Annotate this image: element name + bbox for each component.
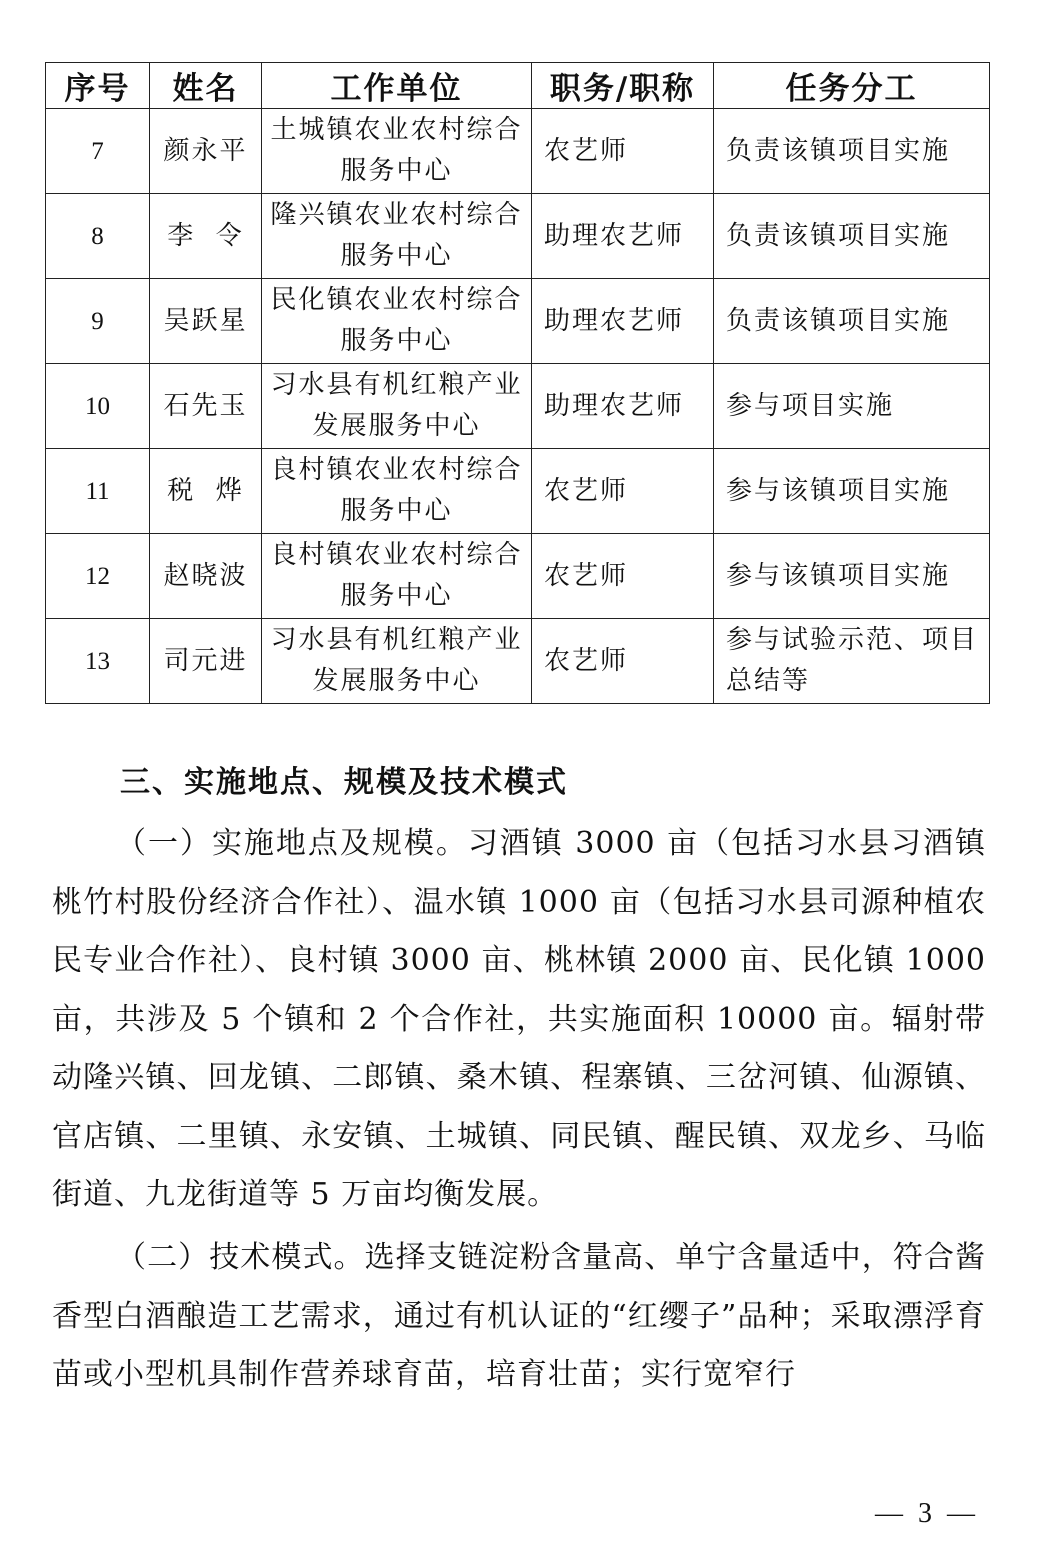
row-unit: 习水县有机红粮产业发展服务中心 xyxy=(262,364,532,449)
row-title: 助理农艺师 xyxy=(532,194,714,279)
section-heading: 三、实施地点、规模及技术模式 xyxy=(120,765,568,800)
row-unit: 隆兴镇农业农村综合服务中心 xyxy=(262,194,532,279)
row-name: 税 烨 xyxy=(150,449,262,534)
row-seq: 9 xyxy=(46,279,150,364)
row-title: 农艺师 xyxy=(532,109,714,194)
row-name: 赵晓波 xyxy=(150,534,262,619)
row-unit: 习水县有机红粮产业发展服务中心 xyxy=(262,619,532,704)
row-task: 负责该镇项目实施 xyxy=(714,194,990,279)
header-seq: 序号 xyxy=(46,63,150,109)
row-task: 参与试验示范、项目总结等 xyxy=(714,619,990,704)
row-task: 参与该镇项目实施 xyxy=(714,534,990,619)
row-unit: 良村镇农业农村综合服务中心 xyxy=(262,449,532,534)
row-name: 吴跃星 xyxy=(150,279,262,364)
table-row xyxy=(46,534,990,619)
header-task: 任务分工 xyxy=(714,63,990,109)
table-row xyxy=(46,109,990,194)
row-unit: 土城镇农业农村综合服务中心 xyxy=(262,109,532,194)
table-row xyxy=(46,194,990,279)
row-seq: 10 xyxy=(46,364,150,449)
header-unit: 工作单位 xyxy=(262,63,532,109)
row-task: 负责该镇项目实施 xyxy=(714,109,990,194)
table-row xyxy=(46,364,990,449)
row-name: 司元进 xyxy=(150,619,262,704)
row-task: 参与该镇项目实施 xyxy=(714,449,990,534)
row-task: 参与项目实施 xyxy=(714,364,990,449)
table-row xyxy=(46,449,990,534)
paragraph-location-scale: （一）实施地点及规模。习酒镇 3000 亩（包括习水县习酒镇桃竹村股份经济合作社）、温水镇 1000 亩（包括习水县司源种植农民专业合作社）、良村镇 3000 亩、桃林镇 2000 亩、民化镇 1000 亩，共涉及 5 个镇和 2 个合作社，共实施面积 10000 亩。辐射带动隆兴镇、回龙镇、二郎镇、桑木镇、程寨镇、三岔河镇、仙源镇、官店镇、二里镇、永安镇、土城镇、同民镇、醒民镇、双龙乡、马临街道、九龙街道等 5 万亩均衡发展。 xyxy=(52,826,986,1212)
table-header-row xyxy=(46,63,990,109)
page-number: — 3 — xyxy=(875,1498,979,1529)
table-row xyxy=(46,619,990,704)
row-name: 李 令 xyxy=(150,194,262,279)
table-row xyxy=(46,279,990,364)
row-title: 助理农艺师 xyxy=(532,364,714,449)
row-unit: 民化镇农业农村综合服务中心 xyxy=(262,279,532,364)
header-title: 职务/职称 xyxy=(532,63,714,109)
row-seq: 8 xyxy=(46,194,150,279)
header-name: 姓名 xyxy=(150,63,262,109)
row-title: 农艺师 xyxy=(532,619,714,704)
row-title: 助理农艺师 xyxy=(532,279,714,364)
row-name: 颜永平 xyxy=(150,109,262,194)
paragraph-technical-mode: （二）技术模式。选择支链淀粉含量高、单宁含量适中，符合酱香型白酒酿造工艺需求，通过有机认证的“红缨子”品种；采取漂浮育苗或小型机具制作营养球育苗，培育壮苗；实行宽窄行 xyxy=(52,1240,986,1392)
row-title: 农艺师 xyxy=(532,449,714,534)
row-name: 石先玉 xyxy=(150,364,262,449)
row-seq: 13 xyxy=(46,619,150,704)
row-unit: 良村镇农业农村综合服务中心 xyxy=(262,534,532,619)
staff-table xyxy=(45,62,990,704)
row-task: 负责该镇项目实施 xyxy=(714,279,990,364)
row-seq: 12 xyxy=(46,534,150,619)
row-seq: 7 xyxy=(46,109,150,194)
row-title: 农艺师 xyxy=(532,534,714,619)
row-seq: 11 xyxy=(46,449,150,534)
